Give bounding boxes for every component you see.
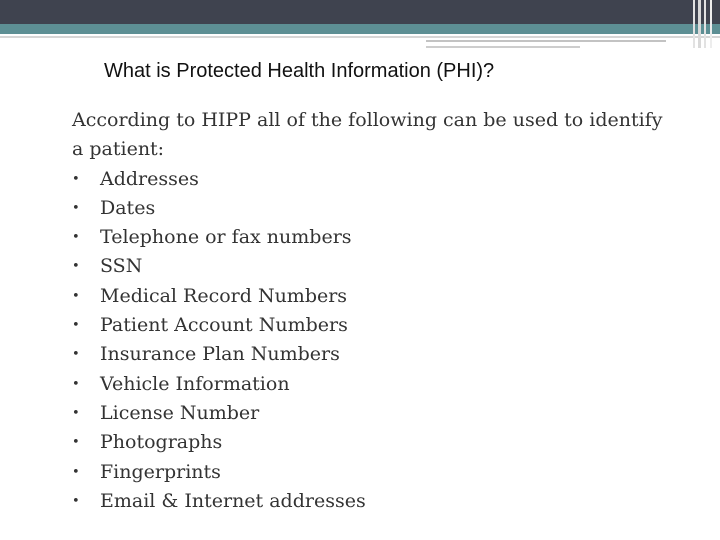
list-item xyxy=(72,370,672,399)
list-item-text: Medical Record Numbers xyxy=(100,284,348,307)
list-item xyxy=(72,428,672,457)
list-item xyxy=(72,487,672,516)
bullet-icon: • xyxy=(72,171,80,187)
divider-rule xyxy=(0,36,720,38)
bullet-icon: • xyxy=(72,200,80,216)
list-item xyxy=(72,399,672,428)
divider-rule-short xyxy=(426,40,666,42)
list-item xyxy=(72,252,672,281)
edge-stroke xyxy=(698,0,701,48)
slide-body xyxy=(72,106,672,516)
bullet-icon: • xyxy=(72,230,80,246)
bullet-list xyxy=(72,165,672,517)
list-item xyxy=(72,311,672,340)
list-item-text: Addresses xyxy=(100,167,199,190)
bullet-icon: • xyxy=(72,259,80,275)
list-item-text: Email & Internet addresses xyxy=(100,489,366,512)
slide-title: What is Protected Health Information (PHI)? xyxy=(104,60,495,82)
edge-stroke xyxy=(693,0,695,48)
list-item xyxy=(72,223,672,252)
accent-band xyxy=(0,24,720,34)
bullet-icon: • xyxy=(72,405,80,421)
list-item-text: Telephone or fax numbers xyxy=(100,226,352,249)
bullet-icon: • xyxy=(72,288,80,304)
bullet-icon: • xyxy=(72,435,80,451)
bullet-icon: • xyxy=(72,318,80,334)
list-item xyxy=(72,282,672,311)
list-item xyxy=(72,194,672,223)
bullet-icon: • xyxy=(72,347,80,363)
divider-rule-shorter xyxy=(426,46,580,48)
list-item-text: License Number xyxy=(100,401,260,424)
bullet-icon: • xyxy=(72,493,80,509)
list-item-text: Insurance Plan Numbers xyxy=(100,343,340,366)
edge-stroke xyxy=(704,0,706,48)
edge-stroke xyxy=(710,0,712,48)
list-item-text: SSN xyxy=(100,255,143,278)
list-item-text: Patient Account Numbers xyxy=(100,314,348,337)
list-item xyxy=(72,458,672,487)
list-item xyxy=(72,165,672,194)
bullet-icon: • xyxy=(72,464,80,480)
list-item-text: Fingerprints xyxy=(100,460,221,483)
list-item xyxy=(72,340,672,369)
intro-text: According to HIPP all of the following can be used to identify a patient: xyxy=(72,109,663,161)
list-item-text: Dates xyxy=(100,196,156,219)
list-item-text: Photographs xyxy=(100,431,223,454)
header-band xyxy=(0,0,720,24)
bullet-icon: • xyxy=(72,376,80,392)
list-item-text: Vehicle Information xyxy=(100,372,290,395)
